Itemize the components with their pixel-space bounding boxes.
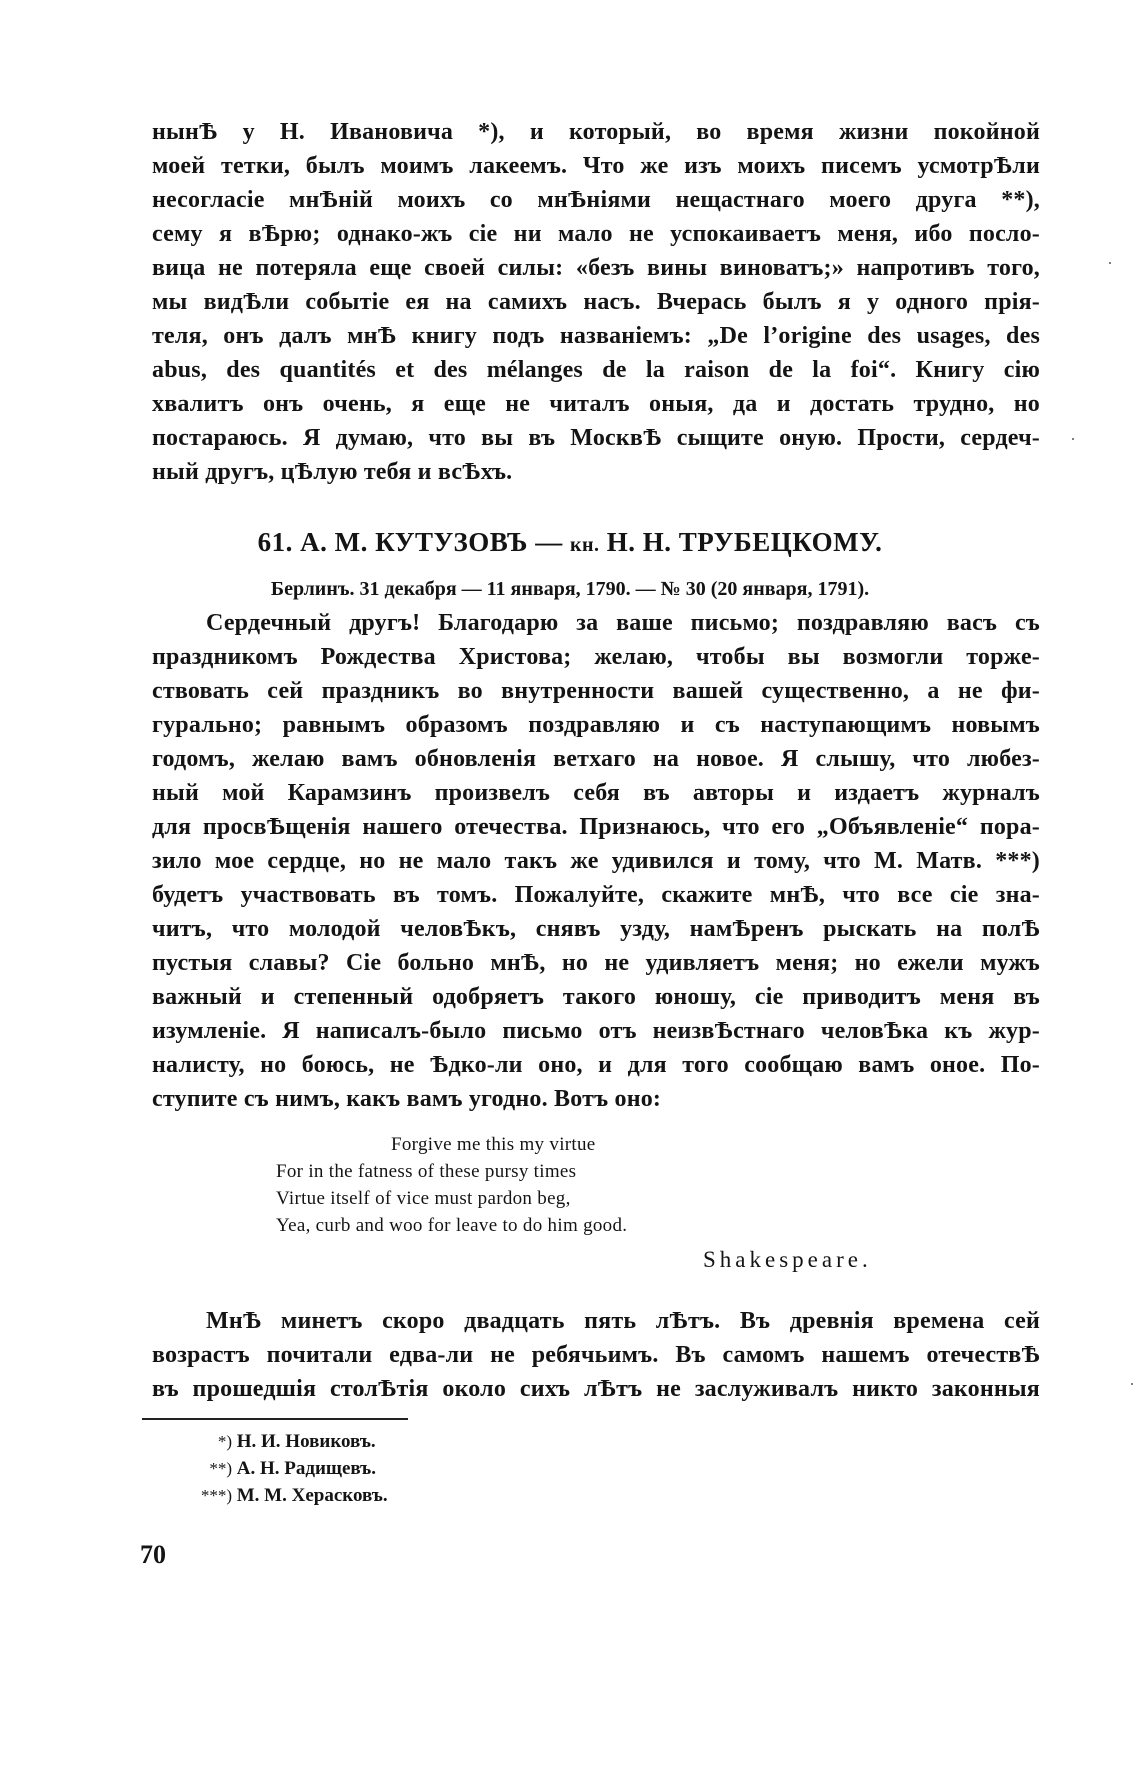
text-line: теля, онъ далъ мнѢ книгу подъ названіемъ: „De l’origine des usages, des [152, 323, 1040, 349]
letter-dateline: Берлинъ. 31 декабря — 11 января, 1790. — № 30 (20 января, 1791). [270, 578, 870, 600]
text-line: важный и степенный одобряетъ такого юношу, сіе приводитъ меня въ [152, 984, 1040, 1010]
text-line: праздникомъ Рождества Христова; желаю, чтобы вы возмогли торже- [152, 644, 1040, 670]
text-line: вица не потеряла еще своей силы: «безъ вины виноватъ;» напротивъ того, [152, 255, 1040, 281]
scan-speck [1131, 1383, 1133, 1385]
footnote-text: М. М. Херасковъ. [236, 1485, 388, 1506]
text-line: моей тетки, былъ моимъ лакеемъ. Что же изъ моихъ писемъ усмотрѢли [152, 153, 1040, 179]
scan-speck [1072, 438, 1074, 440]
footnote [186, 1428, 1140, 1455]
text-line: годомъ, желаю вамъ обновленія ветхаго на новое. Я слышу, что любез- [152, 746, 1040, 772]
footnote-mark: ***) [200, 1486, 232, 1505]
letter-author: А. М. КУТУЗОВЪ [300, 527, 528, 557]
footnote-divider [142, 1418, 408, 1420]
footnote-mark: *) [217, 1432, 232, 1451]
text-line: гурально; равнымъ образомъ поздравляю и съ наступающимъ новымъ [152, 712, 1040, 738]
scan-speck [1109, 262, 1111, 264]
text-line: ступите съ нимъ, какъ вамъ угодно. Вотъ оно: [152, 1086, 662, 1112]
text-line: abus, des quantités et des mélanges de la raison de la foi“. Книгу сію [152, 357, 1040, 383]
text-line: постараюсь. Я думаю, что вы въ МосквѢ сыщите оную. Прости, сердеч- [152, 425, 1040, 451]
text-line: изумленіе. Я написалъ-было письмо отъ неизвѢстнаго человѢка къ жур- [152, 1018, 1040, 1044]
letter-number: 61. [257, 527, 293, 557]
text-line: ствовать сей праздникъ во внутренности вашей существенно, а не фи- [152, 678, 1040, 704]
text-line: нынѢ у Н. Ивановича *), и который, во время жизни покойной [152, 119, 1040, 145]
footnote-text: А. Н. Радищевъ. [236, 1458, 377, 1479]
letter-recipient: Н. Н. ТРУБЕЦКОМУ. [606, 527, 883, 557]
page-number: 70 [140, 1540, 166, 1569]
footnote-mark: **) [209, 1459, 232, 1478]
text-line: ный другъ, цѢлую тебя и всѢхъ. [152, 459, 513, 485]
verse-line: For in the fatness of these pursy times [276, 1161, 577, 1182]
footnote [186, 1455, 1140, 1482]
footnote-text: Н. И. Новиковъ. [236, 1431, 376, 1452]
text-line: несогласіе мнѢній моихъ со мнѢніями нещастнаго моего друга **), [152, 187, 1040, 213]
text-line: въ прошедшія столѢтія около сихъ лѢтъ не заслуживалъ никто законныя [152, 1376, 1040, 1402]
text-line: зило мое сердце, но не мало такъ же удивился и тому, что М. Матв. ***) [152, 848, 1040, 874]
letter-heading [0, 527, 1140, 558]
text-line: будетъ участвовать въ томъ. Пожалуйте, скажите мнѢ, что все сіе зна- [152, 882, 1040, 908]
text-line: пустыя славы? Сіе больно мнѢ, но не удивляетъ меня; но ежели мужъ [152, 950, 1040, 976]
text-line: сему я вѢрю; однако-жъ сіе ни мало не успокаиваетъ меня, ибо посло- [152, 221, 1040, 247]
text-line: хвалитъ онъ очень, я еще не читалъ оныя, да и достать трудно, но [152, 391, 1040, 417]
verse-line: Forgive me this my virtue [391, 1134, 596, 1155]
text-line: возрастъ почитали едва-ли не ребячьимъ. Въ самомъ нашемъ отечествѢ [152, 1342, 1040, 1368]
text-line: МнѢ минетъ скоро двадцать пять лѢтъ. Въ древнія времена сей [206, 1308, 1040, 1334]
title-prefix: кн. [569, 534, 600, 556]
verse-line: Virtue itself of vice must pardon beg, [276, 1188, 571, 1209]
verse-attribution: Shakespeare. [703, 1247, 872, 1272]
text-line: мы видѢли событіе ея на самихъ насъ. Вчерась былъ я у одного прія- [152, 289, 1040, 315]
heading-dash: — [535, 527, 563, 557]
text-line: налисту, но боюсь, не Ѣдко-ли оно, и для того сообщаю вамъ оное. По- [152, 1052, 1040, 1078]
text-line: Сердечный другъ! Благодарю за ваше письмо; поздравляю васъ съ [206, 610, 1040, 636]
verse-line: Yea, curb and woo for leave to do him good. [276, 1215, 628, 1236]
text-line: для просвѢщенія нашего отечества. Признаюсь, что его „Объявленіе“ пора- [152, 814, 1040, 840]
text-line: читъ, что молодой человѢкъ, снявъ узду, намѢренъ рыскать на полѢ [152, 916, 1040, 942]
text-line: ный мой Карамзинъ произвелъ себя въ авторы и издаетъ журналъ [152, 780, 1040, 806]
footnote [186, 1482, 1140, 1509]
